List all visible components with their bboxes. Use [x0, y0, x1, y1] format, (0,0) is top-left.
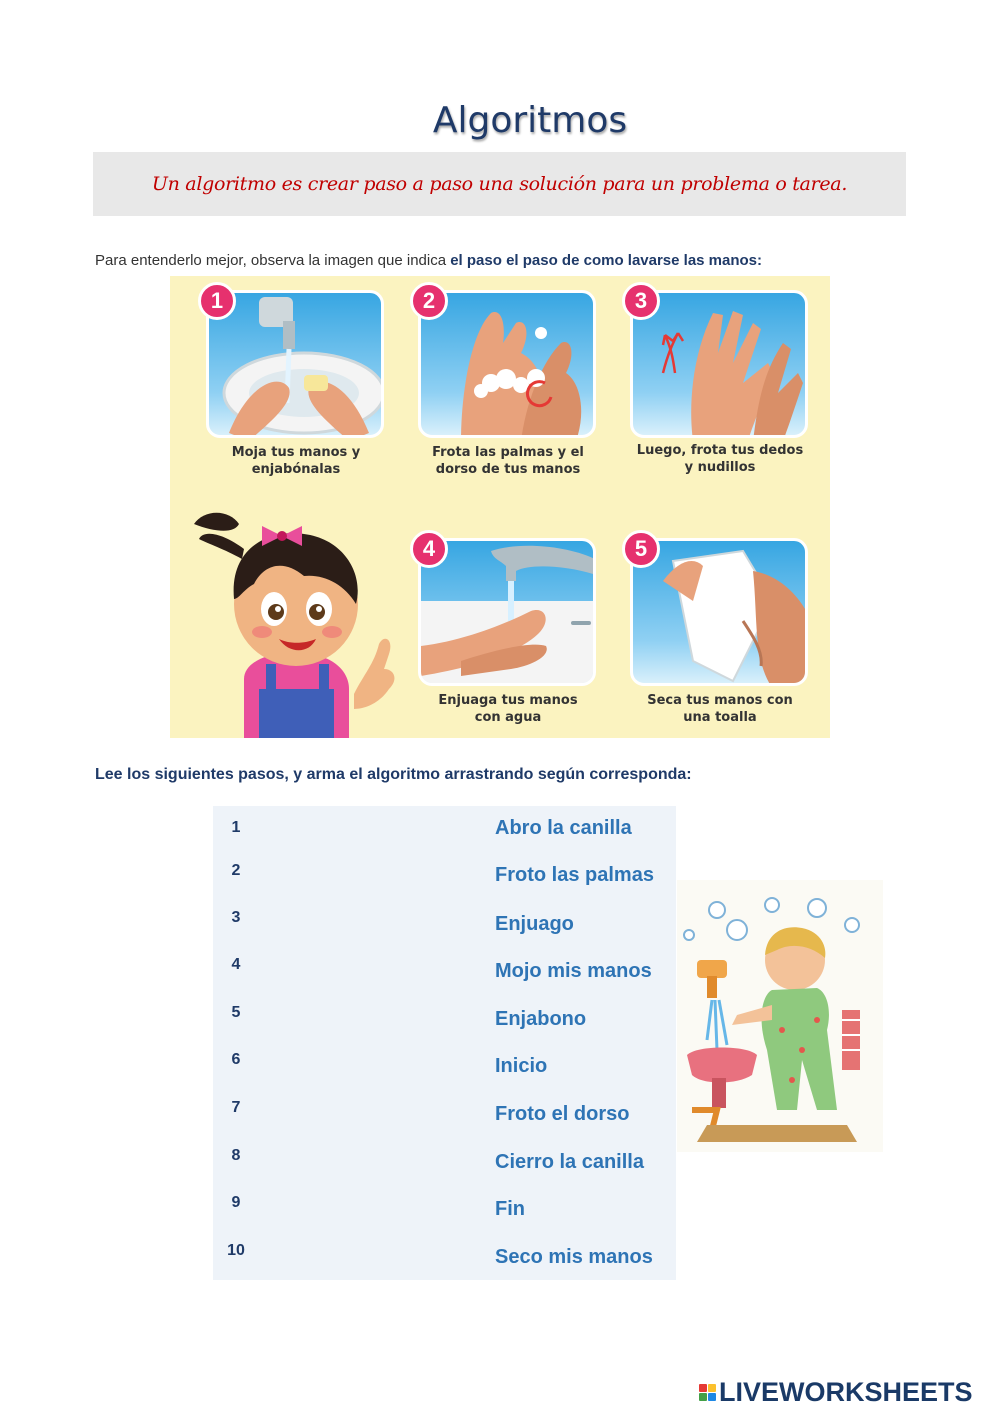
draggable-option[interactable]: Fin: [495, 1198, 525, 1220]
liveworksheets-logo: [699, 1377, 973, 1408]
step-image-5: [630, 538, 808, 686]
draggable-option[interactable]: Abro la canilla: [495, 817, 632, 839]
handwashing-poster: [170, 276, 830, 738]
dry-hands-towel-icon: [633, 541, 808, 686]
step-number: 2: [231, 862, 241, 879]
logo-block: [708, 1393, 716, 1401]
step-number: 5: [231, 1004, 241, 1021]
step-number: 9: [231, 1194, 241, 1211]
instruction-text: Lee los siguientes pasos, y arma el algoritmo arrastrando según corresponda:: [95, 766, 692, 783]
draggable-option[interactable]: Inicio: [495, 1055, 548, 1077]
step-caption-2: [408, 444, 608, 478]
intro-bold: el paso el paso de como lavarse las manos:: [450, 252, 763, 269]
rinse-hands-icon: [421, 541, 596, 686]
step-number: 3: [231, 909, 241, 926]
brand-name: LIVEWORKSHEETS: [719, 1377, 973, 1407]
step-image-2: [418, 290, 596, 438]
step-card-1: [206, 290, 384, 438]
child-sink-icon: [677, 880, 883, 1152]
step-image-3: [630, 290, 808, 438]
caption-line: una toalla: [683, 710, 757, 725]
step-card-4: [418, 538, 596, 686]
cartoon-girl-illustration: [184, 504, 404, 738]
draggable-option[interactable]: Mojo mis manos: [495, 960, 652, 982]
caption-line: Moja tus manos y: [231, 445, 361, 460]
caption-line: dorso de tus manos: [435, 462, 581, 477]
draggable-option[interactable]: Seco mis manos: [495, 1246, 653, 1268]
step-caption-5: [620, 692, 820, 726]
draggable-option[interactable]: Froto las palmas: [495, 864, 654, 886]
rub-fingers-icon: [633, 293, 808, 438]
draggable-option[interactable]: Froto el dorso: [495, 1103, 630, 1125]
caption-line: Enjuaga tus manos: [438, 693, 578, 708]
definition-box: [93, 152, 906, 216]
liveworksheets-mark: [699, 1384, 716, 1401]
step-number: 1: [231, 819, 241, 836]
step-image-1: [206, 290, 384, 438]
intro-text: [95, 252, 762, 269]
step-card-3: [630, 290, 808, 438]
step-badge-4: 4: [410, 530, 448, 568]
step-number: 8: [231, 1147, 241, 1164]
intro-plain: Para entenderlo mejor, observa la imagen que indica: [95, 252, 451, 269]
caption-line: y nudillos: [684, 460, 756, 475]
step-badge-1: 1: [198, 282, 236, 320]
step-number: 7: [231, 1099, 241, 1116]
caption-line: con agua: [474, 710, 542, 725]
step-card-2: [418, 290, 596, 438]
step-badge-5: 5: [622, 530, 660, 568]
child-washing-hands-illustration: [677, 880, 883, 1152]
step-number: 10: [227, 1242, 245, 1259]
draggable-option[interactable]: Cierro la canilla: [495, 1151, 644, 1173]
step-badge-3: 3: [622, 282, 660, 320]
rub-palms-icon: [421, 293, 596, 438]
caption-line: Seca tus manos con: [647, 693, 793, 708]
step-image-4: [418, 538, 596, 686]
definition-text: Un algoritmo es crear paso a paso una solución para un problema o tarea.: [151, 173, 848, 195]
step-badge-2: 2: [410, 282, 448, 320]
caption-line: Frota las palmas y el: [432, 445, 584, 460]
logo-block: [699, 1393, 707, 1401]
caption-line: enjabónalas: [251, 462, 341, 477]
caption-line: Luego, frota tus dedos: [636, 443, 804, 458]
sink-hands-icon: [209, 293, 384, 438]
step-number: 6: [231, 1051, 241, 1068]
logo-block: [708, 1384, 716, 1392]
draggable-option[interactable]: Enjuago: [495, 913, 574, 935]
logo-block: [699, 1384, 707, 1392]
step-caption-1: [196, 444, 396, 478]
page-title: Algoritmos: [432, 100, 628, 141]
step-number: 4: [231, 956, 241, 973]
step-caption-4: [408, 692, 608, 726]
step-caption-3: [620, 442, 820, 476]
step-card-5: [630, 538, 808, 686]
draggable-option[interactable]: Enjabono: [495, 1008, 587, 1030]
